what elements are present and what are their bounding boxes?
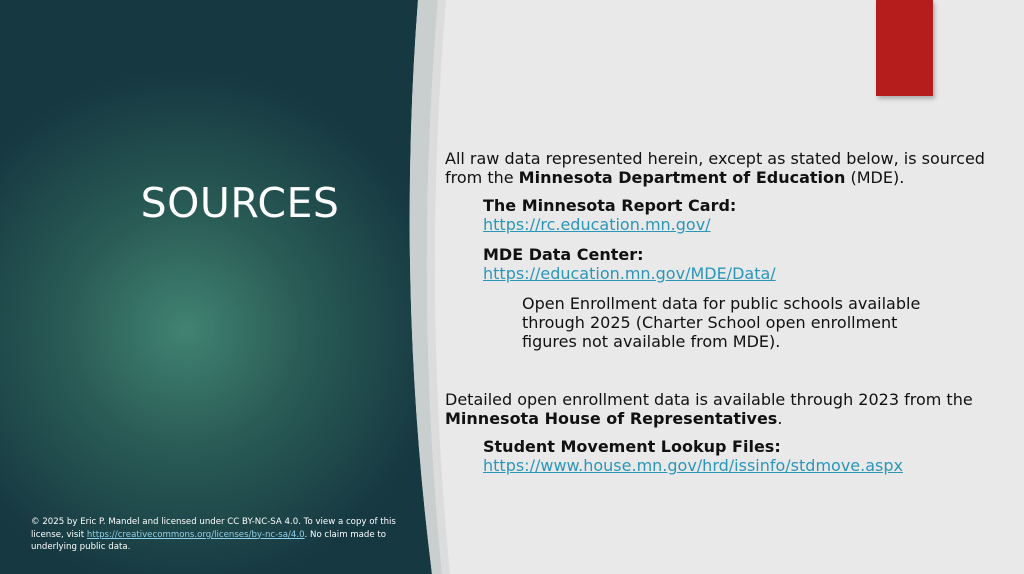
data-center-link[interactable]: https://education.mn.gov/MDE/Data/: [483, 264, 776, 283]
sources-content: [445, 149, 985, 475]
house-name: Minnesota House of Representatives: [445, 409, 778, 428]
house-paragraph: [445, 390, 985, 428]
data-center-label: MDE Data Center:: [483, 245, 644, 264]
intro-paragraph: [445, 149, 985, 187]
house-source-link[interactable]: https://www.house.mn.gov/hrd/issinfo/stdmove.aspx: [483, 456, 903, 475]
slide-title: SOURCES: [140, 179, 340, 228]
house-text: Detailed open enrollment data is available through 2023 from the: [445, 390, 973, 409]
intro-suffix: (MDE).: [845, 168, 905, 187]
house-source: [445, 437, 985, 475]
red-accent-bar: [876, 0, 933, 96]
mde-name: Minnesota Department of Education: [518, 168, 846, 187]
report-card-link[interactable]: https://rc.education.mn.gov/: [483, 215, 711, 234]
report-card-source: [445, 196, 985, 234]
intro-text: All raw data represented herein, except as stated below, is sourced from the: [445, 149, 985, 187]
license-footer: [31, 516, 401, 554]
footer-text: © 2025 by Eric P. Mandel and licensed under CC BY-NC-SA 4.0. To view a copy of this license, visit: [31, 517, 396, 540]
mde-note: Open Enrollment data for public schools available through 2025 (Charter School open enrollment figures not available from MDE).: [522, 294, 921, 351]
left-teal-panel: [0, 0, 432, 574]
footer-suffix: . No claim made to underlying public data.: [31, 529, 387, 552]
data-center-source: [445, 245, 985, 283]
report-card-label: The Minnesota Report Card:: [483, 196, 737, 215]
house-suffix: .: [777, 409, 783, 428]
house-source-label: Student Movement Lookup Files:: [483, 437, 781, 456]
license-link[interactable]: https://creativecommons.org/licenses/by-nc-sa/4.0: [86, 529, 305, 540]
